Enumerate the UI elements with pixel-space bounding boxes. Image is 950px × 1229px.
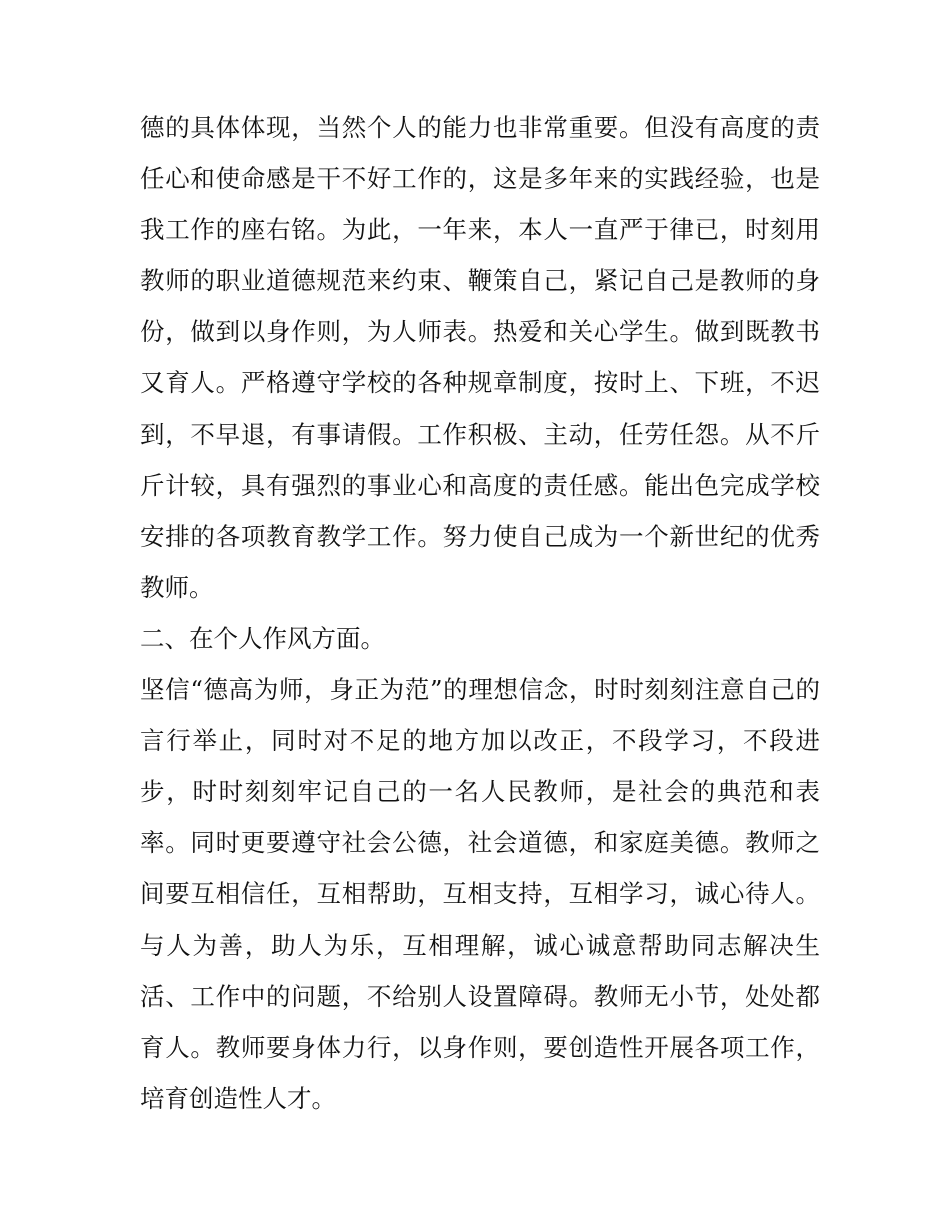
section-heading: 二、在个人作风方面。 — [140, 623, 385, 653]
text-line-17: 与人为善，助人为乐，互相理解，诚心诚意帮助同志解决生 — [140, 930, 820, 960]
text-line-5: 份，做到以身作则，为人师表。热爱和关心学生。做到既教书 — [140, 317, 820, 347]
text-line-19: 育人。教师要身体力行，以身作则，要创造性开展各项工作， — [140, 1032, 820, 1062]
text-line-14: 步，时时刻刻牢记自己的一名人民教师，是社会的典范和表 — [140, 777, 820, 807]
text-line-20: 培育创造性人才。 — [140, 1083, 336, 1113]
text-line-8: 斤计较，具有强烈的事业心和高度的责任感。能出色完成学校 — [140, 470, 820, 500]
text-line-18: 活、工作中的问题，不给别人设置障碍。教师无小节，处处都 — [140, 981, 820, 1011]
body-text — [140, 102, 820, 1124]
text-line-1: 德的具体体现，当然个人的能力也非常重要。但没有高度的责 — [140, 113, 820, 142]
text-line-16: 间要互相信任，互相帮助，互相支持，互相学习，诚心待人。 — [140, 879, 820, 909]
text-line-6: 又育人。严格遵守学校的各种规章制度，按时上、下班，不迟 — [140, 368, 820, 398]
text-line-7: 到，不早退，有事请假。工作积极、主动，任劳任怨。从不斤 — [140, 419, 820, 449]
text-line-12: 坚信“德高为师，身正为范”的理想信念，时时刻刻注意自己的 — [140, 675, 820, 705]
text-line-13: 言行举止，同时对不足的地方加以改正，不段学习，不段进 — [140, 726, 820, 756]
text-line-3: 我工作的座右铭。为此，一年来，本人一直严于律已，时刻用 — [140, 215, 820, 245]
text-line-10: 教师。 — [140, 572, 214, 602]
text-line-4: 教师的职业道德规范来约束、鞭策自己，紧记自己是教师的身 — [140, 266, 820, 296]
text-line-15: 率。同时更要遵守社会公德，社会道德，和家庭美德。教师之 — [140, 828, 820, 858]
text-line-2: 任心和使命感是干不好工作的，这是多年来的实践经验，也是 — [140, 164, 820, 194]
text-line-9: 安排的各项教育教学工作。努力使自己成为一个新世纪的优秀 — [140, 521, 820, 551]
